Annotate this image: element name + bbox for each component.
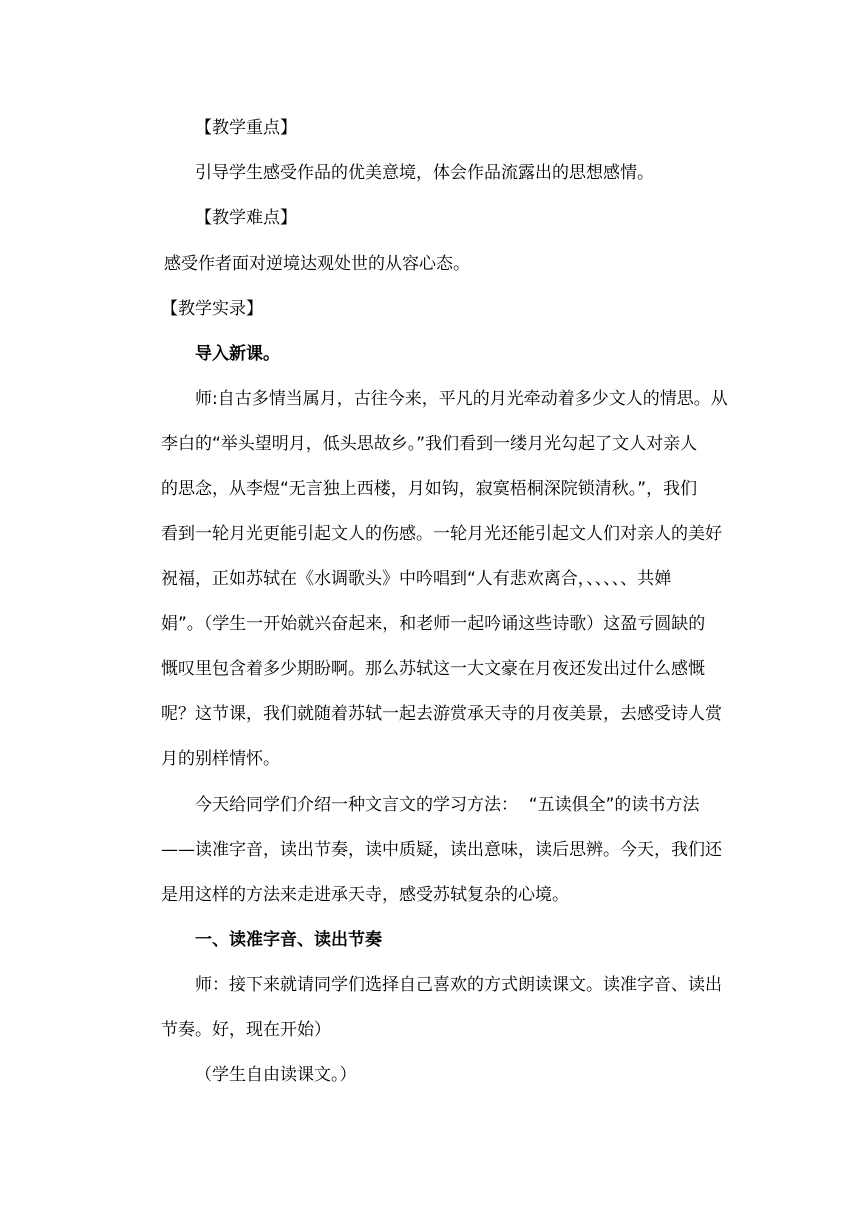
paragraph-line: 师:自古多情当属月，古往今来，平凡的月光牵动着多少文人的情思。从	[195, 389, 728, 409]
heading-teaching-focus: 【教学重点】	[195, 118, 297, 138]
paragraph-line: 的思念，从李煜“无言独上西楼，月如钩，寂寞梧桐深院锁清秋。”，我们	[161, 479, 698, 499]
subheading-intro: 导入新课。	[195, 344, 280, 364]
paragraph-line: 节奏。好，现在开始）	[161, 1020, 331, 1040]
paragraph-line: 呢？这节课，我们就随着苏轼一起去游赏承天寺的月夜美景，去感受诗人赏	[161, 704, 722, 724]
paragraph-line: 慨叹里包含着多少期盼啊。那么苏轼这一大文豪在月夜还发出过什么感慨	[161, 659, 705, 679]
paragraph-line: 是用这样的方法来走进承天寺，感受苏轼复杂的心境。	[161, 885, 569, 905]
heading-teaching-difficulty: 【教学难点】	[195, 208, 297, 228]
teaching-focus-text: 引导学生感受作品的优美意境，体会作品流露出的思想感情。	[195, 163, 654, 183]
section-heading-reading: 一、读准字音、读出节奏	[195, 930, 382, 950]
paragraph-line: 李白的“举头望明月，低头思故乡。”我们看到一缕月光勾起了文人对亲人	[161, 434, 698, 454]
paragraph-line: 今天给同学们介绍一种文言文的学习方法： “五读俱全”的读书方法	[195, 795, 700, 815]
paragraph-line: 祝福，正如苏轼在《水调歌头》中吟唱到“人有悲欢离合，、、、、、共婵	[161, 569, 672, 589]
paragraph-line: 娟”。（学生一开始就兴奋起来，和老师一起吟诵这些诗歌）这盈亏圆缺的	[161, 614, 706, 634]
paragraph-line: 看到一轮月光更能引起文人的伤感。一轮月光还能引起文人们对亲人的美好	[161, 524, 722, 544]
paragraph-line: 师：接下来就请同学们选择自己喜欢的方式朗读课文。读准字音、读出	[195, 975, 722, 995]
paragraph-line: 月的别样情怀。	[161, 749, 280, 769]
paragraph-line: ——读准字音，读出节奏，读中质疑，读出意味，读后思辨。今天，我们还	[161, 840, 722, 860]
heading-teaching-record: 【教学实录】	[161, 299, 263, 319]
teaching-difficulty-text: 感受作者面对逆境达观处世的从容心态。	[164, 254, 470, 274]
paragraph-line: （学生自由读课文。）	[195, 1065, 357, 1085]
